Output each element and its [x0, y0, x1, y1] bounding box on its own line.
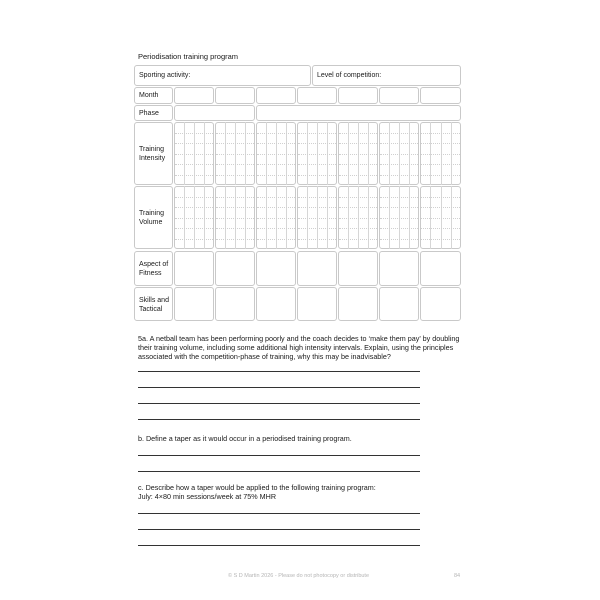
level-divider [421, 207, 460, 208]
level-divider [216, 197, 254, 198]
skills-cell[interactable] [215, 287, 255, 321]
fitness-cell[interactable] [215, 251, 255, 286]
level-divider [216, 228, 254, 229]
level-divider [380, 239, 418, 240]
level-divider [216, 218, 254, 219]
level-divider [421, 133, 460, 134]
level-divider [339, 154, 377, 155]
skills-cell[interactable] [297, 287, 337, 321]
level-divider [421, 143, 460, 144]
skills-cell[interactable] [379, 287, 419, 321]
copyright-footer: © S D Martin 2026 - Please do not photocopy or distribute [228, 573, 370, 579]
page-title: Periodisation training program [138, 52, 239, 61]
skills-cell[interactable] [338, 287, 378, 321]
level-divider [257, 218, 295, 219]
level-divider [380, 164, 418, 165]
answer-line[interactable] [138, 403, 420, 404]
level-divider [339, 207, 377, 208]
level-divider [421, 175, 460, 176]
level-divider [380, 228, 418, 229]
level-divider [216, 133, 254, 134]
answer-line[interactable] [138, 529, 420, 530]
question-5c-line1: c. Describe how a taper would be applied to the following training program: [138, 483, 376, 492]
level-divider [175, 154, 213, 155]
level-divider [257, 154, 295, 155]
fitness-cell[interactable] [379, 251, 419, 286]
answer-line[interactable] [138, 545, 420, 546]
level-divider [421, 218, 460, 219]
skills-label-line1: Skills and [139, 297, 169, 304]
question-5a-line2: their training volume, including some additional high intensity intervals. Explain, using the principles [138, 343, 454, 352]
level-divider [421, 228, 460, 229]
level-divider [339, 197, 377, 198]
skills-cell[interactable] [174, 287, 214, 321]
level-divider [175, 207, 213, 208]
level-divider [298, 164, 336, 165]
level-divider [339, 133, 377, 134]
level-divider [175, 164, 213, 165]
level-divider [421, 197, 460, 198]
level-divider [175, 239, 213, 240]
level-divider [175, 228, 213, 229]
volume-label-line2: Volume [139, 219, 163, 226]
intensity-label-line1: Training [139, 146, 165, 153]
month-cell[interactable] [256, 87, 296, 104]
level-divider [339, 164, 377, 165]
answer-line[interactable] [138, 455, 420, 456]
level-divider [421, 164, 460, 165]
level-divider [257, 207, 295, 208]
level-divider [175, 197, 213, 198]
skills-cell[interactable] [256, 287, 296, 321]
month-cell[interactable] [338, 87, 378, 104]
level-divider [380, 143, 418, 144]
question-5b: b. Define a taper as it would occur in a periodised training program. [138, 434, 352, 443]
fitness-label-line1: Aspect of [139, 261, 169, 268]
level-divider [257, 133, 295, 134]
fitness-cell[interactable] [297, 251, 337, 286]
level-divider [339, 175, 377, 176]
level-divider [298, 218, 336, 219]
level-divider [298, 228, 336, 229]
answer-line[interactable] [138, 387, 420, 388]
level-divider [298, 133, 336, 134]
level-divider [298, 154, 336, 155]
skills-label-line2: Tactical [139, 306, 163, 313]
level-divider [339, 228, 377, 229]
level-divider [298, 143, 336, 144]
question-5a-line1: 5a. A netball team has been performing poorly and the coach decides to ‘make them pay’ by doubling [138, 334, 460, 343]
answer-line[interactable] [138, 419, 420, 420]
level-divider [380, 175, 418, 176]
level-divider [380, 133, 418, 134]
level-divider [339, 143, 377, 144]
level-divider [339, 218, 377, 219]
level-divider [257, 164, 295, 165]
fitness-cell[interactable] [338, 251, 378, 286]
month-cell[interactable] [379, 87, 419, 104]
answer-line[interactable] [138, 371, 420, 372]
month-cell[interactable] [174, 87, 214, 104]
level-divider [175, 175, 213, 176]
level-divider [175, 133, 213, 134]
level-divider [216, 175, 254, 176]
page-number: 84 [454, 573, 461, 579]
fitness-cell[interactable] [256, 251, 296, 286]
level-divider [216, 164, 254, 165]
level-divider [257, 239, 295, 240]
level-divider [298, 197, 336, 198]
month-cell[interactable] [297, 87, 337, 104]
phase-cell-2[interactable] [256, 105, 461, 121]
phase-cell-1[interactable] [174, 105, 255, 121]
level-divider [175, 143, 213, 144]
level-divider [216, 239, 254, 240]
intensity-label-line2: Intensity [139, 155, 166, 162]
answer-line[interactable] [138, 471, 420, 472]
level-divider [380, 207, 418, 208]
fitness-label-line2: Fitness [139, 270, 162, 277]
level-divider [298, 239, 336, 240]
level-divider [175, 218, 213, 219]
level-divider [380, 197, 418, 198]
month-label: Month [139, 92, 159, 99]
level-divider [257, 197, 295, 198]
month-cell[interactable] [215, 87, 255, 104]
level-divider [216, 154, 254, 155]
phase-label: Phase [139, 110, 159, 117]
volume-label-line1: Training [139, 210, 165, 217]
level-divider [380, 154, 418, 155]
answer-line[interactable] [138, 513, 420, 514]
level-divider [216, 207, 254, 208]
skills-cell[interactable] [420, 287, 461, 321]
question-5a-line3: associated with the competition-phase of training, why this may be inadvisable? [138, 352, 391, 361]
month-cell[interactable] [420, 87, 461, 104]
level-divider [298, 207, 336, 208]
sporting-activity-label: Sporting activity: [139, 72, 191, 79]
question-5c-line2: July: 4×80 min sessions/week at 75% MHR [138, 492, 277, 501]
level-divider [421, 154, 460, 155]
level-of-competition-label: Level of competition: [317, 72, 382, 79]
level-divider [339, 239, 377, 240]
level-divider [380, 218, 418, 219]
level-divider [257, 175, 295, 176]
level-divider [298, 175, 336, 176]
fitness-cell[interactable] [420, 251, 461, 286]
level-divider [257, 228, 295, 229]
level-divider [421, 239, 460, 240]
fitness-cell[interactable] [174, 251, 214, 286]
level-divider [216, 143, 254, 144]
level-divider [257, 143, 295, 144]
